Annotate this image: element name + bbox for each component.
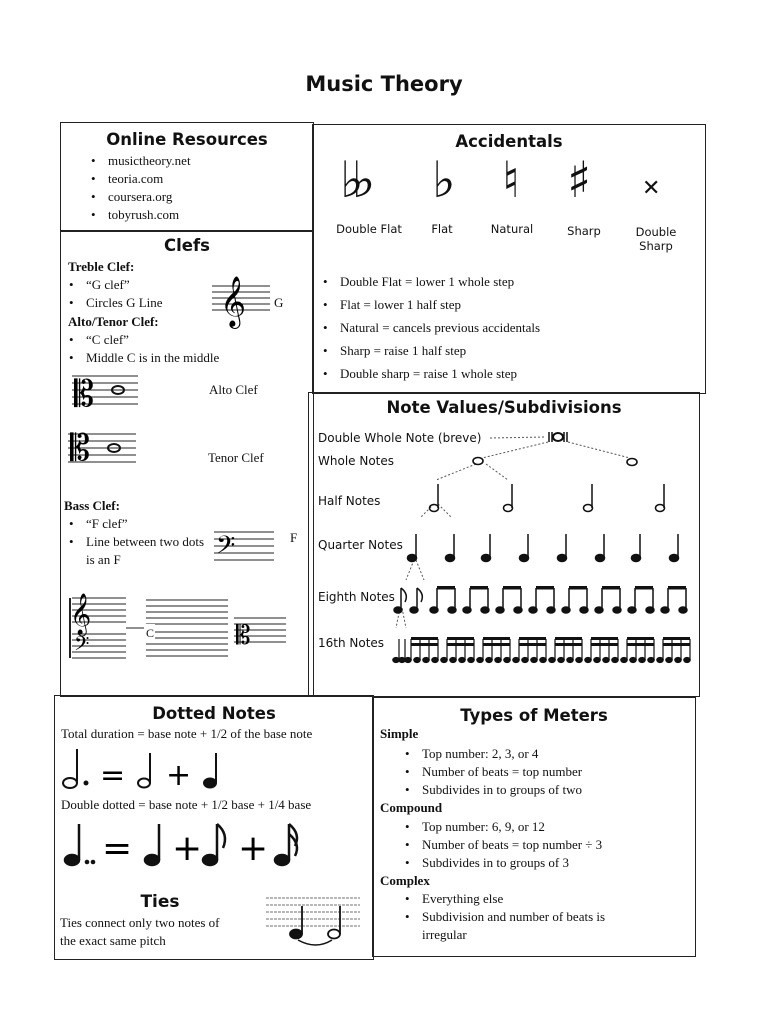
dotted-notes-line1: Total duration = base note + 1/2 of the base note (61, 726, 313, 741)
accidentals-heading: Accidentals (455, 132, 563, 151)
list-item: • Number of beats = top number (400, 763, 582, 781)
ties-text-line2: the exact same pitch (60, 933, 166, 948)
bass-clef-icon: 𝄢 (216, 531, 236, 566)
ties-text-line1: Ties connect only two notes of (60, 915, 220, 930)
grand-bass-clef-icon: 𝄢 (74, 632, 90, 660)
svg-text:=: = (102, 828, 133, 869)
grand-alto-clef-icon: 𝄡 (236, 621, 251, 651)
list-item: • “F clef” (64, 515, 206, 533)
ties-heading: Ties (140, 892, 180, 912)
dotted-half-equation (60, 745, 240, 795)
list-item: • Sharp = raise 1 half step (318, 339, 540, 362)
dotted-notes-line2: Double dotted = base note + 1/2 base + 1/4 base (61, 797, 312, 812)
tenor-clef-icon: 𝄡 (70, 428, 91, 469)
tenor-clef-label: Tenor Clef (208, 450, 264, 465)
whole-note (627, 459, 637, 466)
list-item: • Top number: 2, 3, or 4 (400, 745, 582, 763)
note-values-heading: Note Values/Subdivisions (386, 398, 622, 417)
list-item: • Flat = lower 1 half step (318, 293, 540, 316)
list-item: • Subdivides in to groups of 3 (400, 854, 602, 872)
half-notes-label: Half Notes (318, 494, 381, 508)
bass-clef-list (64, 515, 206, 569)
eighth-notes (394, 586, 687, 613)
double-flat-icon: ♭♭ (340, 151, 364, 209)
dotted-notes-heading: Dotted Notes (152, 704, 276, 723)
tenor-clef-staff (68, 430, 140, 470)
grand-staff (66, 588, 290, 664)
double-dotted-equation (60, 818, 360, 872)
natural-label: Natural (490, 222, 534, 236)
compound-meter-title: Compound (380, 800, 443, 815)
eighth-notes-label: Eighth Notes (318, 590, 395, 604)
alto-clef-staff (72, 372, 142, 415)
natural-icon: ♮ (502, 151, 520, 209)
clefs-heading: Clefs (164, 236, 210, 255)
quarter-notes-label: Quarter Notes (318, 538, 403, 552)
breve-note (549, 432, 567, 442)
treble-clef-staff (212, 276, 272, 327)
list-item: • Middle C is in the middle (64, 349, 219, 367)
online-resources-heading: Online Resources (106, 130, 268, 149)
bass-letter: F (290, 530, 298, 545)
complex-meter-title: Complex (380, 873, 430, 888)
treble-clef-list (64, 276, 163, 312)
sixteenth-notes-label: 16th Notes (318, 636, 385, 650)
list-item: • Line between two dots is an F (64, 533, 206, 569)
list-item: • “G clef” (64, 276, 163, 294)
list-item: • Subdivides in to groups of two (400, 781, 582, 799)
double-sharp-icon: ✕ (642, 176, 661, 201)
list-item: • “C clef” (64, 331, 219, 349)
compound-meter-list (400, 818, 602, 872)
grand-staff-c-label: C (146, 626, 155, 640)
svg-text:+: + (172, 828, 203, 869)
sixteenth-notes (393, 637, 690, 663)
tie-example-staff (266, 892, 362, 946)
sharp-label: Sharp (567, 224, 601, 238)
sharp-icon: ♯ (567, 151, 592, 209)
alto-tenor-list (64, 331, 219, 367)
online-resources-list (86, 152, 191, 224)
whole-notes-label: Whole Notes (318, 454, 395, 468)
half-notes (430, 484, 665, 512)
alto-tenor-title: Alto/Tenor Clef: (68, 314, 159, 329)
list-item: • Top number: 6, 9, or 12 (400, 818, 602, 836)
note-tree-diagram (390, 420, 696, 675)
flat-icon: ♭ (432, 151, 456, 209)
bass-clef-staff (214, 530, 276, 566)
treble-clef-icon: 𝄞 (220, 276, 247, 327)
grand-treble-clef-icon: 𝄞 (70, 594, 92, 635)
double-flat-label: Double Flat (336, 222, 402, 236)
whole-note (473, 458, 483, 465)
list-item: • Everything else (400, 890, 652, 908)
treble-clef-title: Treble Clef: (68, 259, 135, 274)
flat-label: Flat (431, 222, 453, 236)
complex-meter-list (400, 890, 652, 944)
breve-label: Double Whole Note (breve) (318, 431, 482, 445)
list-item: • Double Flat = lower 1 whole step (318, 270, 540, 293)
accidental-rules (318, 270, 540, 385)
list-item: • Double sharp = raise 1 whole step (318, 362, 540, 385)
bass-clef-title: Bass Clef: (64, 498, 120, 513)
list-item: • Natural = cancels previous accidentals (318, 316, 540, 339)
list-item: • coursera.org (86, 188, 191, 206)
list-item: • musictheory.net (86, 152, 191, 170)
double-sharp-label: Double Sharp (635, 225, 677, 253)
list-item: • Circles G Line (64, 294, 163, 312)
meters-heading: Types of Meters (460, 706, 608, 725)
page-title: Music Theory (305, 72, 463, 96)
quarter-notes (408, 534, 679, 562)
list-item: • teoria.com (86, 170, 191, 188)
simple-meter-title: Simple (380, 726, 419, 741)
list-item: • tobyrush.com (86, 206, 191, 224)
svg-text:+: + (238, 828, 269, 869)
svg-text:=: = (100, 758, 126, 793)
simple-meter-list (400, 745, 582, 799)
svg-text:+: + (166, 758, 192, 793)
alto-clef-icon: 𝄡 (74, 374, 95, 415)
alto-clef-label: Alto Clef (209, 382, 258, 397)
list-item: • Subdivision and number of beats is irregular (400, 908, 652, 944)
treble-letter: G (274, 295, 284, 310)
list-item: • Number of beats = top number ÷ 3 (400, 836, 602, 854)
